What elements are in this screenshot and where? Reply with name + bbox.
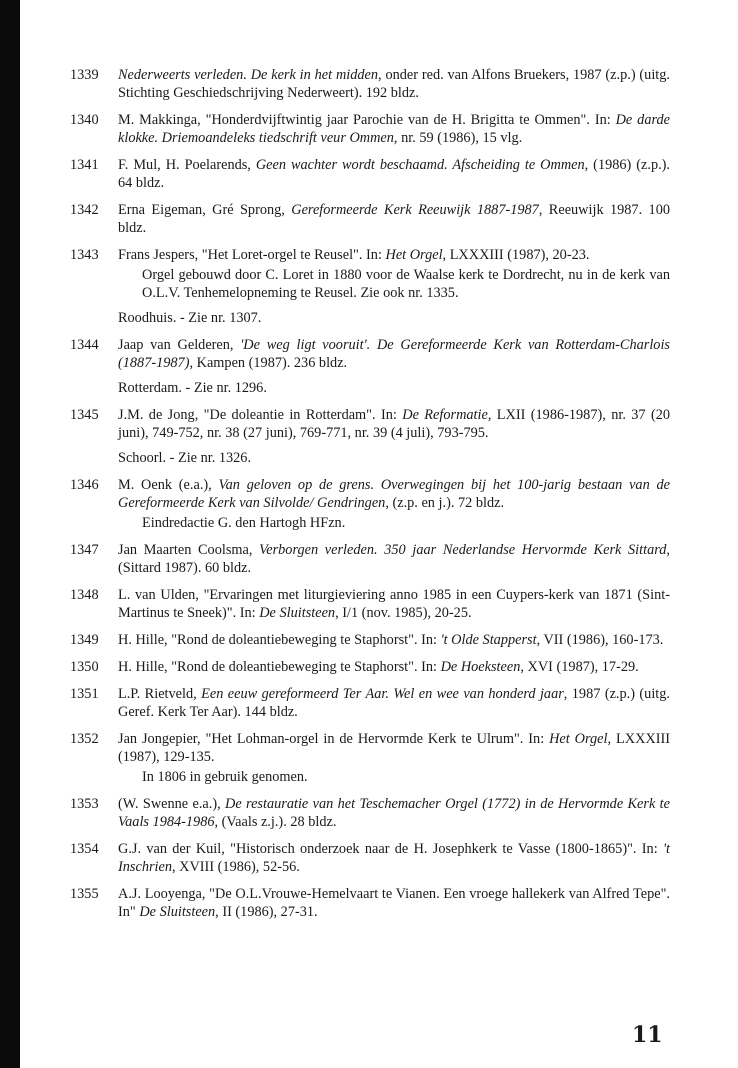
entry-citation	[118, 685, 670, 721]
citation-title: Het Orgel	[549, 731, 608, 747]
citation-title: De Sluitsteen	[139, 904, 216, 920]
cross-reference: Schoorl. - Zie nr. 1326.	[118, 450, 252, 466]
citation-text: , I/1 (nov. 1985), 20-25.	[335, 605, 472, 621]
citation-text: G.J. van der Kuil, "Historisch onderzoek naar de H. Josephkerk te Vasse (1800-1865)". In:	[118, 841, 663, 857]
entry-annotation: Orgel gebouwd door C. Loret in 1880 voor de Waalse kerk te Dordrecht, nu in de kerk van O.L.V. Tenhemelopneming te Reusel. Zie ook nr. 1335.	[142, 267, 670, 301]
bibliography-entry	[70, 476, 670, 532]
entry-citation	[118, 336, 670, 372]
entry-citation	[118, 541, 670, 577]
entry-annotation: In 1806 in gebruik genomen.	[142, 769, 308, 785]
citation-text: , LXII (1986-1987), nr. 37 (20 juni), 749-752, nr. 38 (27 juni), 769-771, nr. 39 (4 juli), 793-795.	[118, 407, 671, 441]
citation-text: , (z.p. en j.). 72 bldz.	[385, 495, 505, 511]
citation-text: Jan Jongepier, "Het Lohman-orgel in de Hervormde Kerk te Ulrum". In:	[118, 731, 550, 747]
entry-number: 1355	[70, 886, 99, 902]
citation-text: L. van Ulden, "Ervaringen met liturgieviering anno 1985 in een Cuypers-kerk van 1871 (Sint-Martinus te Sneek)". In:	[118, 587, 670, 621]
citation-text: , (1986) (z.p.). 64 bldz.	[118, 157, 670, 191]
bibliography-entry	[70, 541, 670, 577]
entry-citation	[118, 795, 670, 831]
entry-number: 1354	[70, 841, 99, 857]
citation-text: , XVI (1987), 17-29.	[520, 659, 639, 675]
citation-title: Nederweerts verleden. De kerk in het midden	[118, 67, 379, 83]
citation-text: , VII (1986), 160-173.	[536, 632, 664, 648]
citation-title: De Sluitsteen	[259, 605, 336, 621]
citation-text: F. Mul, H. Poelarends,	[118, 157, 256, 173]
entry-citation	[118, 658, 670, 676]
citation-text: M. Makkinga, "Honderdvijftwintig jaar Parochie van de H. Brigitta te Ommen". In:	[118, 112, 616, 128]
citation-text: Jaap van Gelderen,	[118, 337, 241, 353]
entry-citation	[118, 476, 670, 532]
entry-number: 1353	[70, 796, 99, 812]
entry-number: 1340	[70, 112, 99, 128]
citation-text: J.M. de Jong, "De doleantie in Rotterdam". In:	[118, 407, 403, 423]
cross-reference: Rotterdam. - Zie nr. 1296.	[118, 380, 267, 396]
entry-number: 1348	[70, 587, 99, 603]
entry-citation	[118, 586, 670, 622]
citation-text: Jan Maarten Coolsma,	[118, 542, 260, 558]
entry-number: 1339	[70, 67, 99, 83]
citation-title: Verborgen verleden. 350 jaar Nederlandse Hervormde Kerk Sittard	[259, 542, 667, 558]
entry-citation	[118, 730, 670, 786]
citation-text: , Kampen (1987). 236 bldz.	[189, 355, 348, 371]
entry-citation	[118, 66, 670, 102]
citation-title: Een eeuw gereformeerd Ter Aar. Wel en wee van honderd jaar	[201, 686, 564, 702]
citation-title: 't Inschrien	[118, 841, 670, 875]
citation-text: Erna Eigeman, Gré Sprong,	[118, 202, 292, 218]
entry-citation	[118, 201, 670, 237]
citation-title: De darde klokke. Driemoandeleks tiedschrift veur Ommen	[118, 112, 670, 146]
bibliography-entry	[70, 840, 670, 876]
entry-citation	[118, 885, 670, 921]
bibliography-entry	[70, 631, 670, 649]
citation-text: A.J. Looyenga, "De O.L.Vrouwe-Hemelvaart te Vianen. Een vroege hallekerk van Alfred Tepe". In"	[118, 886, 670, 920]
citation-title: 'De weg ligt vooruit'. De Gereformeerde Kerk van Rotterdam-Charlois (1887-1987)	[118, 337, 670, 371]
entry-annotation: Eindredactie G. den Hartogh HFzn.	[142, 515, 346, 531]
citation-text: H. Hille, "Rond de doleantiebeweging te Staphorst". In:	[118, 659, 441, 675]
citation-text: , Reeuwijk 1987. 100 bldz.	[118, 202, 670, 236]
entry-citation	[118, 406, 670, 442]
cross-reference: Roodhuis. - Zie nr. 1307.	[118, 310, 262, 326]
entry-number: 1341	[70, 157, 99, 173]
citation-text: (W. Swenne e.a.),	[118, 796, 226, 812]
entry-number: 1342	[70, 202, 99, 218]
bibliography-entry	[70, 586, 670, 622]
page-binding-edge	[0, 0, 20, 1068]
citation-text: , XVIII (1986), 52-56.	[172, 859, 300, 875]
bibliography-entry	[70, 66, 670, 102]
citation-text: H. Hille, "Rond de doleantiebeweging te Staphorst". In:	[118, 632, 441, 648]
citation-text: L.P. Rietveld,	[118, 686, 202, 702]
citation-title: Van geloven op de grens. Overwegingen bij het 100-jarig bestaan van de Gereformeerde Kerk van Silvolde/ Gendringen	[118, 477, 670, 511]
bibliography-list	[70, 66, 670, 930]
citation-text: , onder red. van Alfons Bruekers, 1987 (z.p.) (uitg. Stichting Geschiedschrijving Nederweert). 192 bldz.	[118, 67, 671, 101]
entry-number: 1349	[70, 632, 99, 648]
citation-text: , (Sittard 1987). 60 bldz.	[118, 542, 670, 576]
entry-number: 1350	[70, 659, 99, 675]
bibliography-entry	[70, 730, 670, 786]
citation-title: 't Olde Stapperst	[440, 632, 537, 648]
bibliography-entry	[70, 156, 670, 192]
entry-number: 1351	[70, 686, 99, 702]
bibliography-entry	[70, 406, 670, 442]
entry-number: 1344	[70, 337, 99, 353]
entry-citation	[118, 156, 670, 192]
page-number: 11	[632, 1022, 663, 1048]
citation-title: Geen wachter wordt beschaamd. Afscheiding te Ommen	[255, 157, 585, 173]
bibliography-entry	[70, 336, 670, 372]
citation-text: , LXXXIII (1987), 20-23.	[442, 247, 590, 263]
citation-text: M. Oenk (e.a.),	[118, 477, 219, 493]
bibliography-entry	[70, 685, 670, 721]
entry-citation	[118, 631, 670, 649]
entry-citation	[118, 840, 670, 876]
citation-title: De Hoeksteen	[440, 659, 521, 675]
entry-number: 1343	[70, 247, 99, 263]
citation-title: De restauratie van het Teschemacher Orgel (1772) in de Hervormde Kerk te Vaals 1984-1986	[118, 796, 670, 830]
bibliography-entry	[70, 201, 670, 237]
citation-text: , (Vaals z.j.). 28 bldz.	[214, 814, 337, 830]
citation-text: , nr. 59 (1986), 15 vlg.	[393, 130, 523, 146]
citation-title: Het Orgel	[385, 247, 443, 263]
citation-title: Gereformeerde Kerk Reeuwijk 1887-1987	[291, 202, 539, 218]
bibliography-entry	[70, 795, 670, 831]
entry-citation	[118, 111, 670, 147]
entry-number: 1346	[70, 477, 99, 493]
entry-number: 1347	[70, 542, 99, 558]
entry-number: 1352	[70, 731, 99, 747]
citation-text: , LXXXIII (1987), 129-135.	[118, 731, 671, 765]
citation-text: Frans Jespers, "Het Loret-orgel te Reusel". In:	[118, 247, 386, 263]
citation-text: , II (1986), 27-31.	[215, 904, 318, 920]
bibliography-entry	[70, 111, 670, 147]
entry-citation	[118, 246, 670, 302]
citation-title: De Reformatie	[402, 407, 488, 423]
entry-number: 1345	[70, 407, 99, 423]
bibliography-entry	[70, 246, 670, 302]
bibliography-entry	[70, 885, 670, 921]
bibliography-entry	[70, 658, 670, 676]
citation-text: , 1987 (z.p.) (uitg. Geref. Kerk Ter Aar). 144 bldz.	[118, 686, 670, 720]
